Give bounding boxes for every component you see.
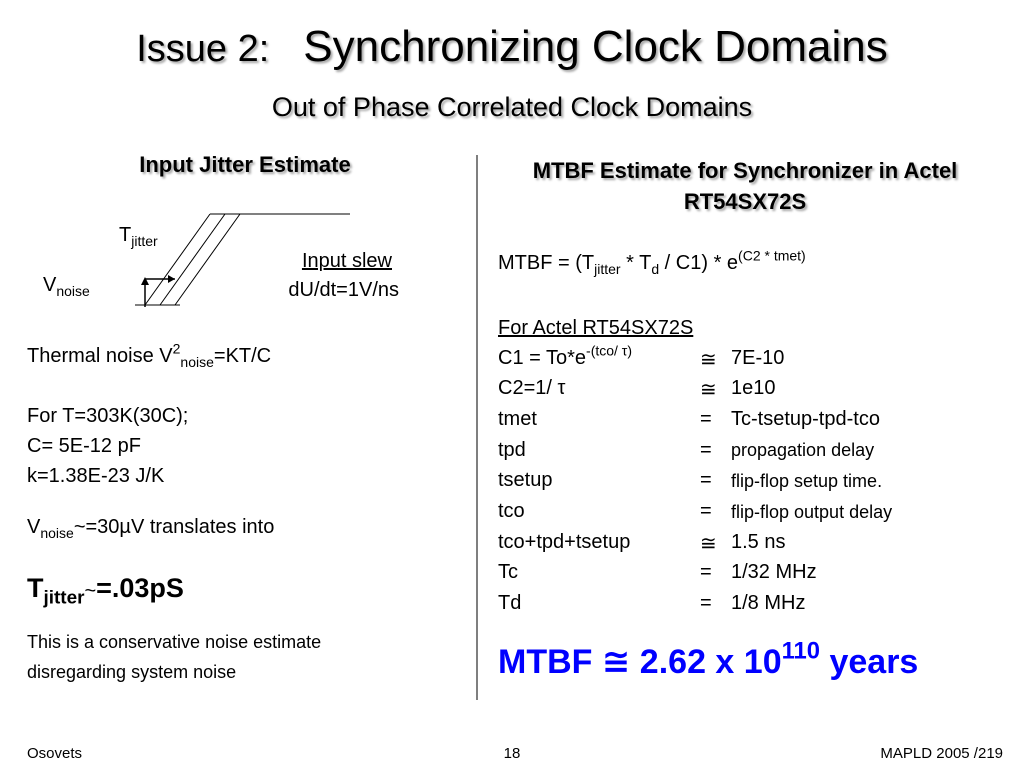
param-op: = <box>700 439 712 461</box>
right-heading: MTBF Estimate for Synchronizer in Actel RT54SX72S <box>532 158 958 214</box>
note-line-2: disregarding system noise <box>27 662 237 682</box>
param-name: tco+tpd+tsetup <box>498 531 631 553</box>
param-name: tmet <box>498 408 537 430</box>
param-value: 1.5 ns <box>731 531 786 553</box>
input-slew-value: dU/dt=1V/ns <box>288 279 399 301</box>
device-title: For Actel RT54SX72S <box>498 317 694 339</box>
param-value: flip-flop setup time. <box>731 471 883 491</box>
param-name: tpd <box>498 439 526 461</box>
note-line-1: This is a conservative noise estimate <box>27 632 322 652</box>
ramp-line-3 <box>175 214 240 305</box>
param-name: tsetup <box>498 469 553 491</box>
param-value: Tc-tsetup-tpd-tco <box>731 408 880 430</box>
param-value: 1/8 MHz <box>731 592 806 614</box>
column-divider <box>476 155 478 700</box>
param-op: ≅ <box>700 533 717 555</box>
footer-page-number: 18 <box>503 745 521 762</box>
c1-op: ≅ <box>700 349 717 371</box>
slide-title <box>0 22 1024 72</box>
param-op: = <box>700 408 712 430</box>
param-name: Tc <box>498 561 518 583</box>
c2-value: 1e10 <box>731 377 776 399</box>
condition-boltzmann: k=1.38E-23 J/K <box>27 465 165 487</box>
param-name: tco <box>498 500 525 522</box>
thermal-noise-formula: Thermal noise $V^2_{noise}=KT/C$ <box>27 340 272 370</box>
param-op: = <box>700 500 712 522</box>
c2-name: C2=1/ τ <box>498 377 566 399</box>
vnoise-result: $V_{noise}\sim=30\mu V$ translates into <box>27 516 275 541</box>
param-value: 1/32 MHz <box>731 561 817 583</box>
ramp-line-2 <box>160 214 225 305</box>
jitter-arrow-head <box>168 275 175 283</box>
param-op: = <box>700 592 712 614</box>
footer-author: Osovets <box>27 745 83 762</box>
title-text: Synchronizing Clock Domains <box>303 22 888 71</box>
condition-temperature: For T=303K(30C); <box>27 405 189 427</box>
tjitter-diagram-label: $T_{jitter}$ <box>119 224 158 249</box>
param-value: flip-flop output delay <box>731 502 893 522</box>
param-op: = <box>700 469 712 491</box>
tjitter-result: $T_{jitter}\sim=.03pS$ <box>27 573 184 609</box>
c1-value: 7E-10 <box>731 347 785 369</box>
mtbf-formula: MTBF = $(T_{jitter} * T_d / C1) * e^{(C2 * tmet)}$ <box>498 247 806 277</box>
left-heading: Input Jitter Estimate <box>139 152 351 177</box>
condition-capacitance: C= 5E-12 pF <box>27 435 141 457</box>
input-slew-label: Input slew <box>301 250 392 272</box>
param-name: Td <box>498 592 522 614</box>
issue-label: Issue 2: <box>136 28 270 70</box>
noise-arrow-head <box>141 277 149 285</box>
c2-op: ≅ <box>700 379 717 401</box>
slide-subtitle: Out of Phase Correlated Clock Domains <box>271 92 753 122</box>
vnoise-diagram-label: $V_{noise}$ <box>43 274 90 299</box>
footer-event: MAPLD 2005 /219 <box>880 745 1003 762</box>
param-value: propagation delay <box>731 440 875 460</box>
c1-name: $C1 = To*e^{-(tco/ \tau)}$ <box>498 342 633 369</box>
mtbf-result: MTBF ≅ 2.62 x $10^{110}$ years <box>498 637 919 681</box>
tjitter-value: =.03pS <box>96 573 184 603</box>
param-op: = <box>700 561 712 583</box>
